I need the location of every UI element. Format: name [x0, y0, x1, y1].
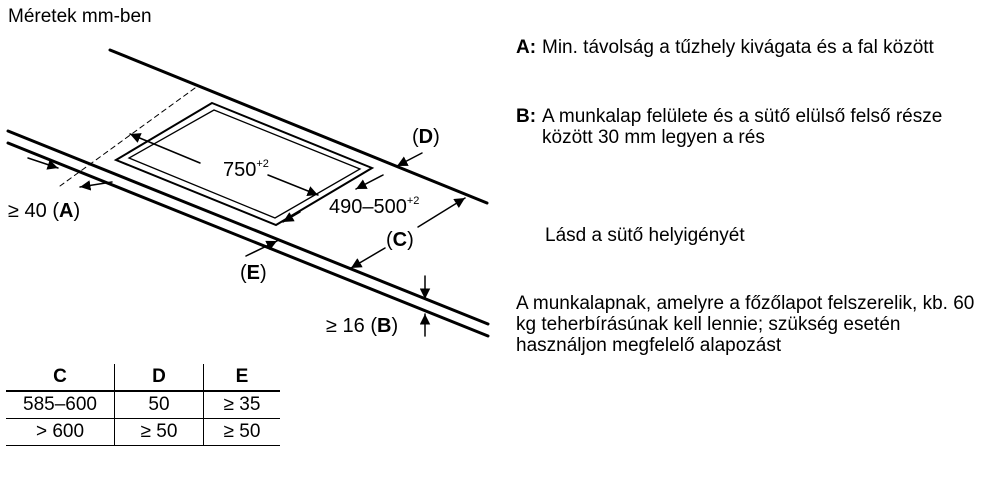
label-c: (C) — [386, 229, 414, 251]
note-see-oven: Lásd a sütő helyigényét — [545, 225, 745, 246]
table-cell: > 600 — [6, 419, 115, 446]
note-a — [516, 37, 972, 58]
dim-750-line-right — [268, 175, 318, 195]
table-cell: 585–600 — [6, 391, 115, 419]
table-header-d: D — [115, 364, 204, 391]
dim-a-arrow-left — [28, 158, 58, 168]
table-header-c: C — [6, 364, 115, 391]
table-cell: ≥ 35 — [204, 391, 281, 419]
table-header-row — [6, 364, 280, 391]
dim-depth-line-bottom — [283, 212, 300, 222]
dim-depth-label: $490-500^{+2}$ — [329, 195, 420, 218]
note-b — [516, 106, 972, 148]
note-a-text: Min. távolság a tűzhely kivágata és a fal között — [542, 37, 934, 58]
table-cell: 50 — [115, 391, 204, 419]
table-header-e: E — [204, 364, 281, 391]
table-row — [6, 391, 280, 419]
page-title: Méretek mm-ben — [8, 6, 152, 27]
table-row — [6, 419, 280, 446]
table-cell: ≥ 50 — [115, 419, 204, 446]
label-e: (E) — [240, 262, 267, 284]
dim-d-arrow — [397, 153, 422, 166]
dim-c-line-bottom — [351, 248, 385, 268]
dim-750-label: $750^{+2}$ — [223, 158, 269, 181]
dim-depth-line-top — [356, 175, 383, 189]
note-load-capacity: A munkalapnak, amelyre a főzőlapot felszerelik, kb. 60 kg teherbírásúnak kell lennie; szükség esetén használjon megfelelő alapozást — [516, 293, 975, 356]
dim-c-line-top — [418, 198, 465, 227]
note-b-key: B: — [516, 106, 537, 127]
label-d: (D) — [412, 126, 440, 148]
clearance-table — [6, 364, 280, 446]
label-b: ≥ 16 (B) — [326, 315, 399, 337]
table-cell: ≥ 50 — [204, 419, 281, 446]
note-a-key: A: — [516, 37, 537, 58]
note-b-text: A munkalap felülete és a sütő elülső felső része között 30 mm legyen a rés — [542, 106, 943, 148]
label-a: ≥ 40 (A) — [8, 200, 81, 222]
